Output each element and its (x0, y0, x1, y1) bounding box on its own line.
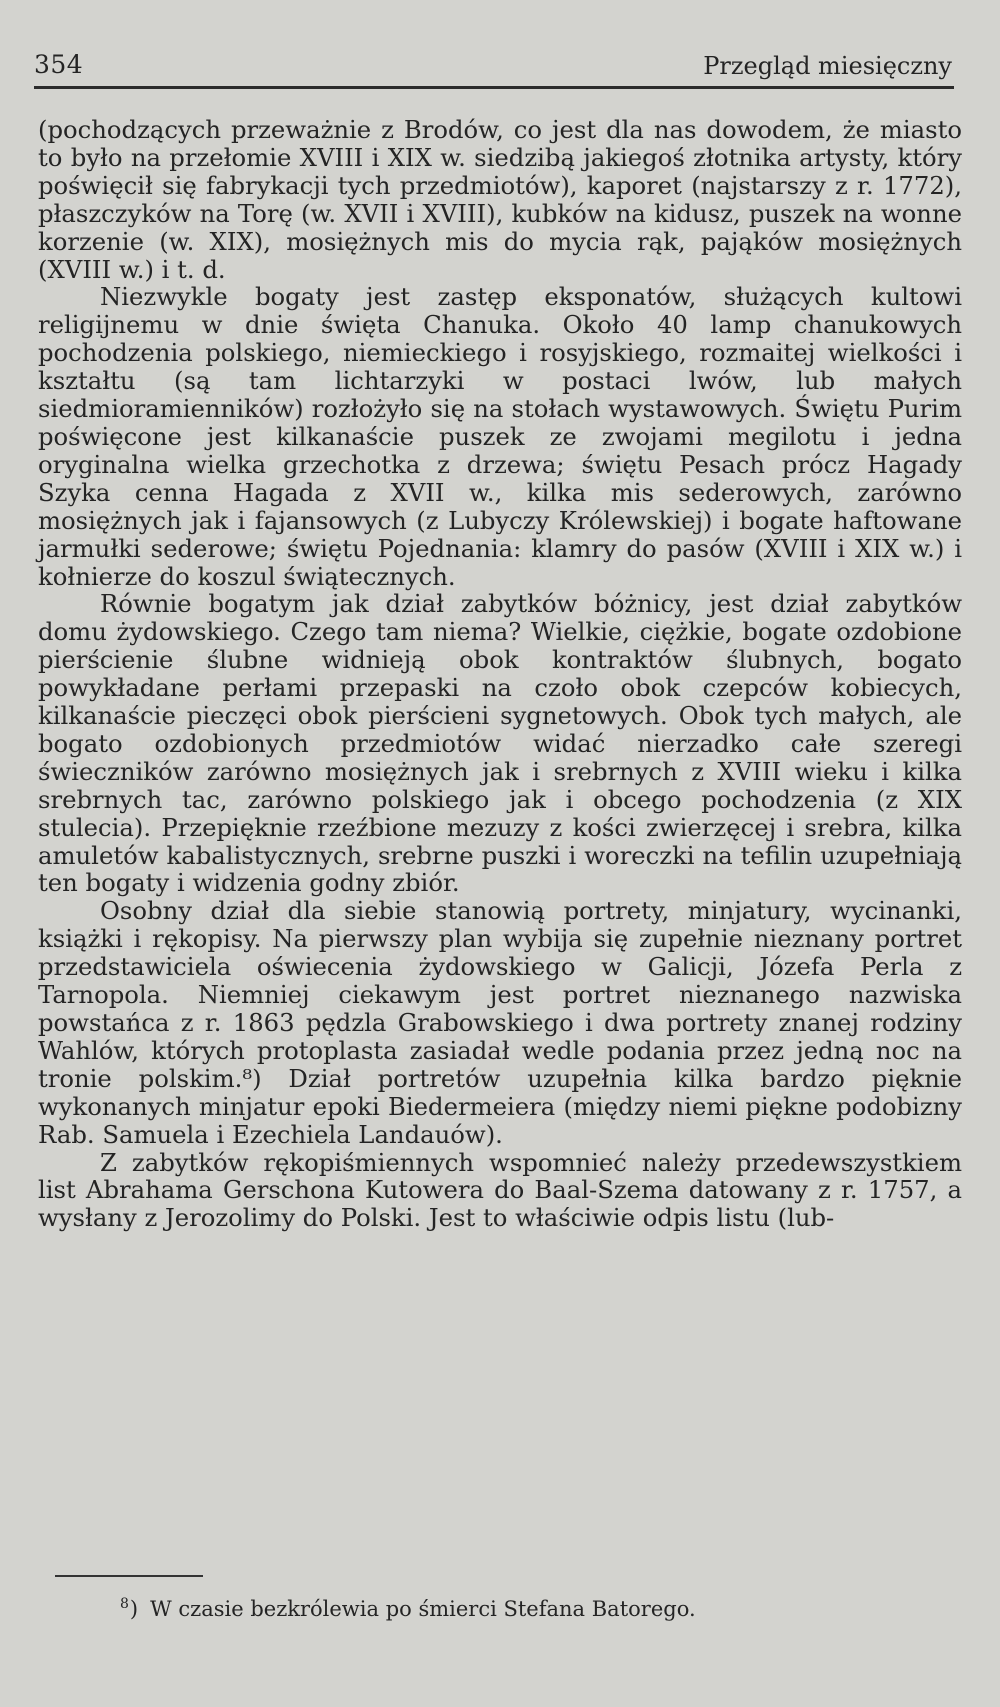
footnote-rule (55, 1575, 203, 1577)
main-text (38, 116, 962, 1232)
paragraph-home-artifacts: Równie bogatym jak dział zabytków bóżnicy, jest dział zabytków domu żydowskiego. Czego tam niema? Wielkie, ciężkie, bogate ozdobione pierścienie ślubne widnieją obok kontraktów ślubnych, bogato powykładane perłami przepaski na czoło obok czepców kobiecych, kilkanaście pieczęci obok pierścieni sygnetowych. Obok tych małych, ale bogato ozdobionych przedmiotów widać nierzadko całe szeregi świeczników zarówno mosiężnych jak i srebrnych z XVIII wieku i kilka srebrnych tac, zarówno polskiego jak i obcego pochodzenia (z XIX stulecia). Przepięknie rzeźbione mezuzy z kości zwierzęcej i srebra, kilka amuletów kabalistycznych, srebrne puszki i woreczki na tefilin uzupełniają ten bogaty i widzenia godny zbiór. (38, 589, 962, 898)
running-title: Przegląd miesięczny (703, 52, 952, 80)
paragraph-manuscripts: Z zabytków rękopiśmiennych wspomnieć należy przedewszystkiem list Abrahama Gerschona Kutowera do Baal-Szema datowany z r. 1757, a wysłany z Jerozolimy do Polski. Jest to właściwie odpis listu (lub- (38, 1147, 962, 1233)
page-header (34, 50, 952, 84)
paragraph-chanuka: Niezwykle bogaty jest zastęp eksponatów, służących kultowi religijnemu w dnie święta Chanuka. Około 40 lamp chanukowych pochodzenia polskiego, niemieckiego i rosyjskiego, rozmaitej wielkości i kształtu (są tam lichtarzyki w postaci lwów, lub małych siedmioramienników) rozłożyło się na stołach wystawowych. Świętu Purim poświęcone jest kilkanaście puszek ze zwojami megilotu i jedna oryginalna wielka grzechotka z drzewa; świętu Pesach prócz Hagady Szyka cenna Hagada z XVII w., kilka mis sederowych, zarówno mosiężnych jak i fajansowych (z Lubyczy Królewskiej) i bogate haftowane jarmułki sederowe; świętu Pojednania: klamry do pasów (XVIII i XIX w.) i kołnierze do koszul świątecznych. (38, 282, 962, 591)
footnote-marker: 8 (120, 1596, 129, 1612)
footnote (120, 1591, 696, 1623)
footnote-text: W czasie bezkrólewia po śmierci Stefana Batorego. (150, 1597, 696, 1621)
header-rule (34, 86, 954, 89)
footnote-separator: ) (129, 1597, 139, 1621)
page-number: 354 (34, 50, 84, 79)
paragraph-continuation: (pochodzących przeważnie z Brodów, co jest dla nas dowodem, że miasto to było na przełomie XVIII i XIX w. siedzibą jakiegoś złotnika artysty, który poświęcił się fabrykacji tych przedmiotów), kaporet (najstarszy z r. 1772), płaszczyków na Torę (w. XVII i XVIII), kubków na kidusz, puszek na wonne korzenie (w. XIX), mosiężnych mis do mycia rąk, pająków mosiężnych (XVIII w.) i t. d. (38, 115, 962, 284)
paragraph-portraits: Osobny dział dla siebie stanowią portrety, minjatury, wycinanki, książki i rękopisy. Na pierwszy plan wybija się zupełnie nieznany portret przedstawiciela oświecenia żydowskiego w Galicji, Józefa Perla z Tarnopola. Niemniej ciekawym jest portret nieznanego nazwiska powstańca z r. 1863 pędzla Grabowskiego i dwa portrety znanej rodziny Wahlów, których protoplasta zasiadał wedle podania przez jedną noc na tronie polskim.⁸) Dział portretów uzupełnia kilka bardzo pięknie wykonanych minjatur epoki Biedermeiera (między niemi piękne podobizny Rab. Samuela i Ezechiela Landauów). (38, 896, 962, 1149)
